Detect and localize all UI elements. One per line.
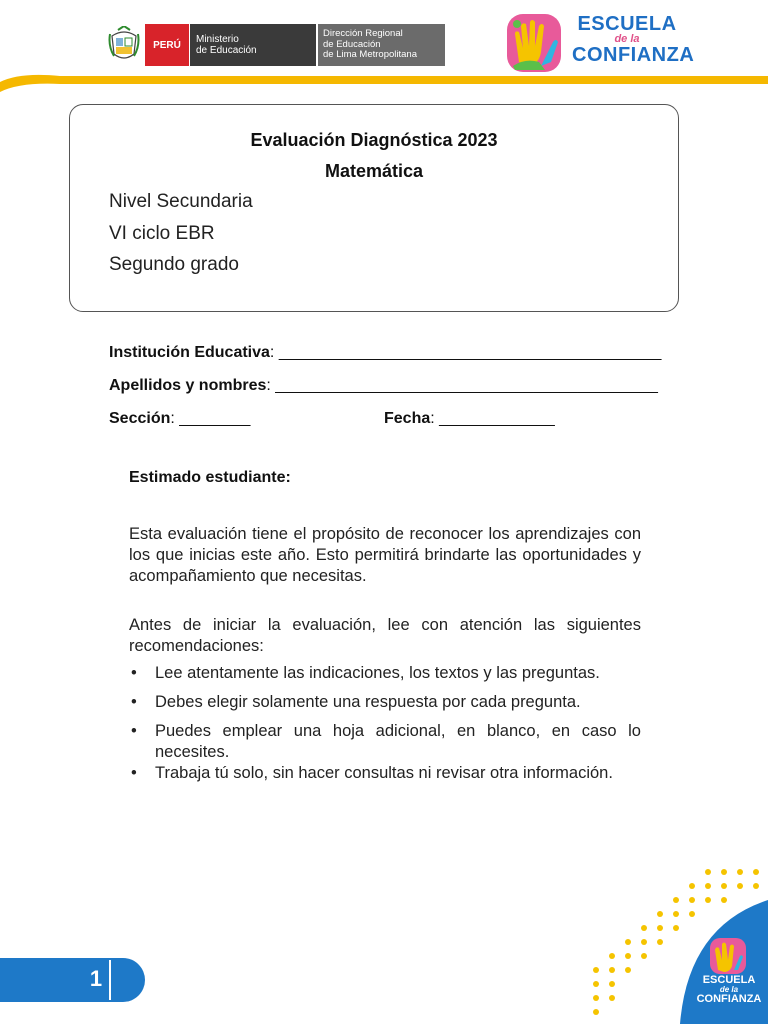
intro-paragraph: Esta evaluación tiene el propósito de reconocer los aprendizajes con los que inicias este año. Esto permitirá brindarte las oportunidades y acompañamiento que necesitas. xyxy=(129,525,641,585)
peru-badge xyxy=(145,24,189,66)
footer-logo-line-1: ESCUELA xyxy=(702,974,756,986)
greeting: Estimado estudiante: xyxy=(129,469,291,486)
grade-text: Segundo grado xyxy=(109,254,239,275)
institution-label: Institución Educativa xyxy=(109,344,270,361)
ministry-line-1: Ministerio xyxy=(196,34,239,45)
names-label: Apellidos y nombres xyxy=(109,377,267,394)
names-blank[interactable]: : ___________________________________________ xyxy=(266,377,658,394)
page-number-tab xyxy=(0,958,145,1002)
section-blank[interactable]: : ________ xyxy=(170,410,251,427)
footer-logo-line-3: CONFIANZA xyxy=(696,993,762,1005)
list-item: • Trabaja tú solo, sin hacer consultas ni revisar otra información. xyxy=(129,763,641,784)
section-label: Sección xyxy=(109,410,171,427)
ministry-line-2: de Educación xyxy=(196,45,257,56)
evaluation-title: Evaluación Diagnóstica 2023 xyxy=(250,130,498,150)
regional-directorate-badge xyxy=(318,24,445,66)
ministry-badge xyxy=(190,24,316,66)
hands-logo-icon xyxy=(505,12,563,74)
dre-line-2: de Educación xyxy=(323,38,381,50)
recommendations-list xyxy=(129,663,641,784)
footer-logo-text xyxy=(694,975,764,1005)
level-text: Nivel Secundaria xyxy=(109,191,253,212)
footer-logo-line-2: de la xyxy=(719,985,739,994)
list-item: • Puedes emplear una hoja adicional, en blanco, en caso lo necesites. xyxy=(129,721,641,763)
dre-line-1: Dirección Regional xyxy=(323,28,403,40)
date-label: Fecha xyxy=(384,410,431,427)
dre-line-3: de Lima Metropolitana xyxy=(323,49,417,61)
logo-line-2: de la xyxy=(614,33,640,45)
cycle-text: VI ciclo EBR xyxy=(109,223,215,244)
peru-label: PERÚ xyxy=(153,39,181,51)
escuela-confianza-logo-text xyxy=(572,13,695,66)
names-field[interactable] xyxy=(109,377,658,395)
instructions-paragraph: Antes de iniciar la evaluación, lee con atención las siguientes recomendaciones: xyxy=(129,616,641,655)
list-item: • Debes elegir solamente una respuesta por cada pregunta. xyxy=(129,692,641,713)
peru-coat-of-arms-icon xyxy=(108,26,140,64)
page-number: 1 xyxy=(89,966,103,991)
section-field[interactable] xyxy=(109,410,250,428)
institution-field[interactable] xyxy=(109,344,661,362)
header-yellow-band xyxy=(0,70,768,92)
logo-line-1: ESCUELA xyxy=(577,13,677,35)
subject-title: Matemática xyxy=(324,161,424,181)
logo-line-3: CONFIANZA xyxy=(572,44,695,66)
list-item: • Lee atentamente las indicaciones, los textos y las preguntas. xyxy=(129,663,641,684)
page-tab-divider xyxy=(109,960,111,1000)
institution-blank[interactable]: : ___________________________________________ xyxy=(269,344,662,361)
date-blank[interactable]: : _____________ xyxy=(430,410,555,427)
date-field[interactable] xyxy=(384,410,555,428)
